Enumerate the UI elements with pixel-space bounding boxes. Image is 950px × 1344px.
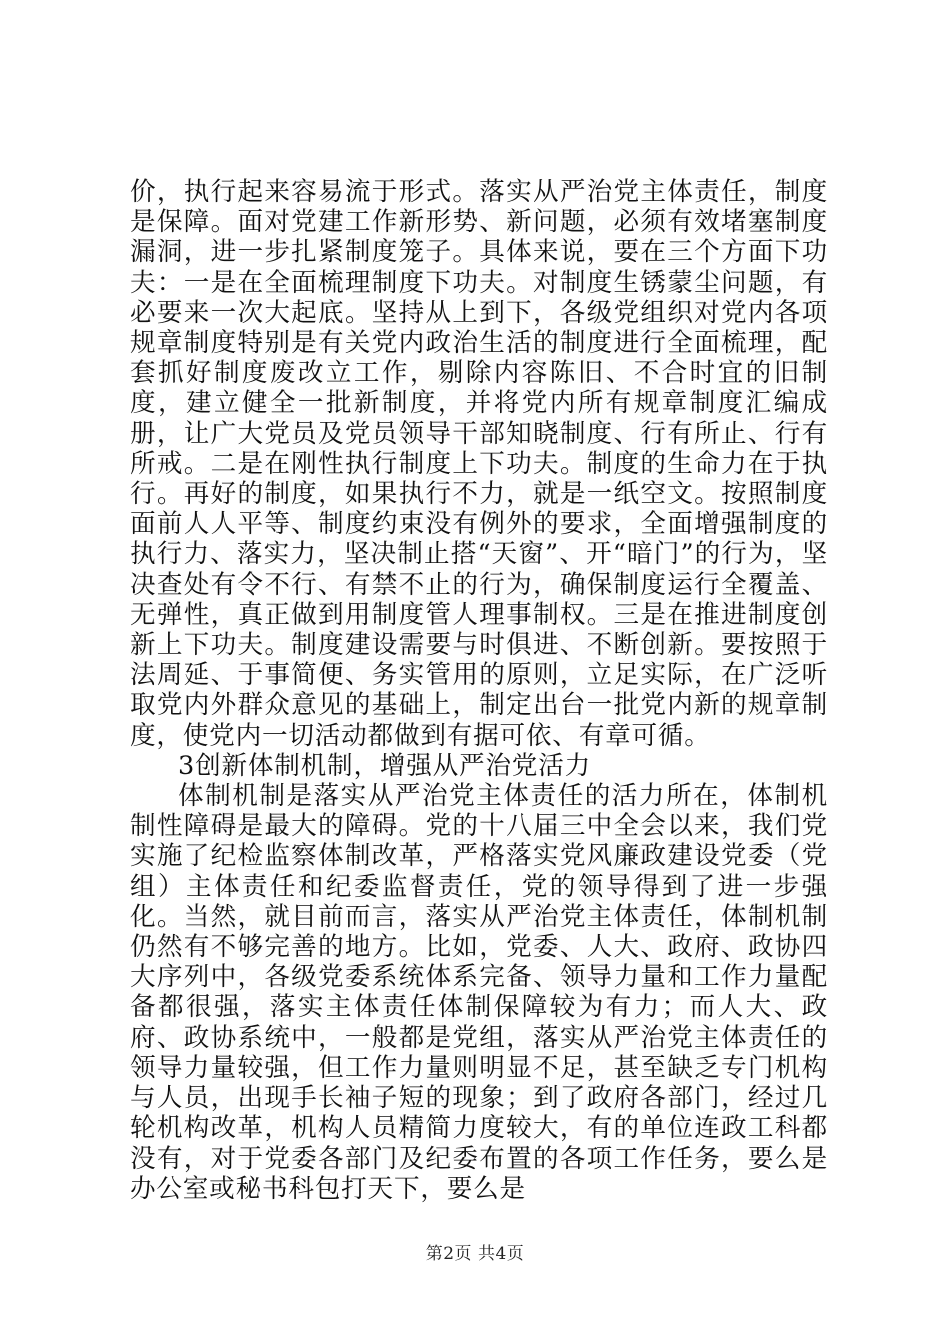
section-heading: 3创新体制机制，增强从严治党活力	[178, 750, 591, 781]
paragraph-body: 体制机制是落实从严治党主体责任的活力所在，体制机制性障碍是最大的障碍。党的十八届三中全会以来，我们党实施了纪检监察体制改革，严格落实党风廉政建设党委（党组）主体责任和纪委监督责任，党的领导得到了进一步强化。当然，就目前而言，落实从严治党主体责任，体制机制仍然有不够完善的地方。比如，党委、人大、政府、政协四大序列中，各级党委系统体系完备、领导力量和工作力量配备都很强，落实主体责任体制保障较为有力；而人大、政府、政协系统中，一般都是党组，落实从严治党主体责任的领导力量较强，但工作力量则明显不足，甚至缺乏专门机构与人员，出现手长袖子短的现象；到了政府各部门，经过几轮机构改革，机构人员精简力度较大，有的单位连政工科都没有，对于党委各部门及纪委布置的各项工作任务，要么是办公室或秘书科包打天下，要么是	[130, 781, 828, 1204]
document-body	[130, 177, 828, 1204]
page-footer: 第2页 共4页	[425, 1244, 525, 1264]
paragraph-continuation: 价，执行起来容易流于形式。落实从严治党主体责任，制度是保障。面对党建工作新形势、新问题，必须有效堵塞制度漏洞，进一步扎紧制度笼子。具体来说，要在三个方面下功夫：一是在全面梳理制度下功夫。对制度生锈蒙尘问题，有必要来一次大起底。坚持从上到下，各级党组织对党内各项规章制度特别是有关党内政治生活的制度进行全面梳理，配套抓好制度废改立工作，剔除内容陈旧、不合时宜的旧制度，建立健全一批新制度，并将党内所有规章制度汇编成册，让广大党员及党员领导干部知晓制度、行有所止、行有所戒。二是在刚性执行制度上下功夫。制度的生命力在于执行。再好的制度，如果执行不力，就是一纸空文。按照制度面前人人平等、制度约束没有例外的要求，全面增强制度的执行力、落实力，坚决制止搭“天窗”、开“暗门”的行为，坚决查处有令不行、有禁不止的行为，确保制度运行全覆盖、无弹性，真正做到用制度管人理事制权。三是在推进制度创新上下功夫。制度建设需要与时俱进、不断创新。要按照于法周延、于事简便、务实管用的原则，立足实际，在广泛听取党内外群众意见的基础上，制定出台一批党内新的规章制度，使党内一切活动都做到有据可依、有章可循。	[130, 177, 828, 751]
